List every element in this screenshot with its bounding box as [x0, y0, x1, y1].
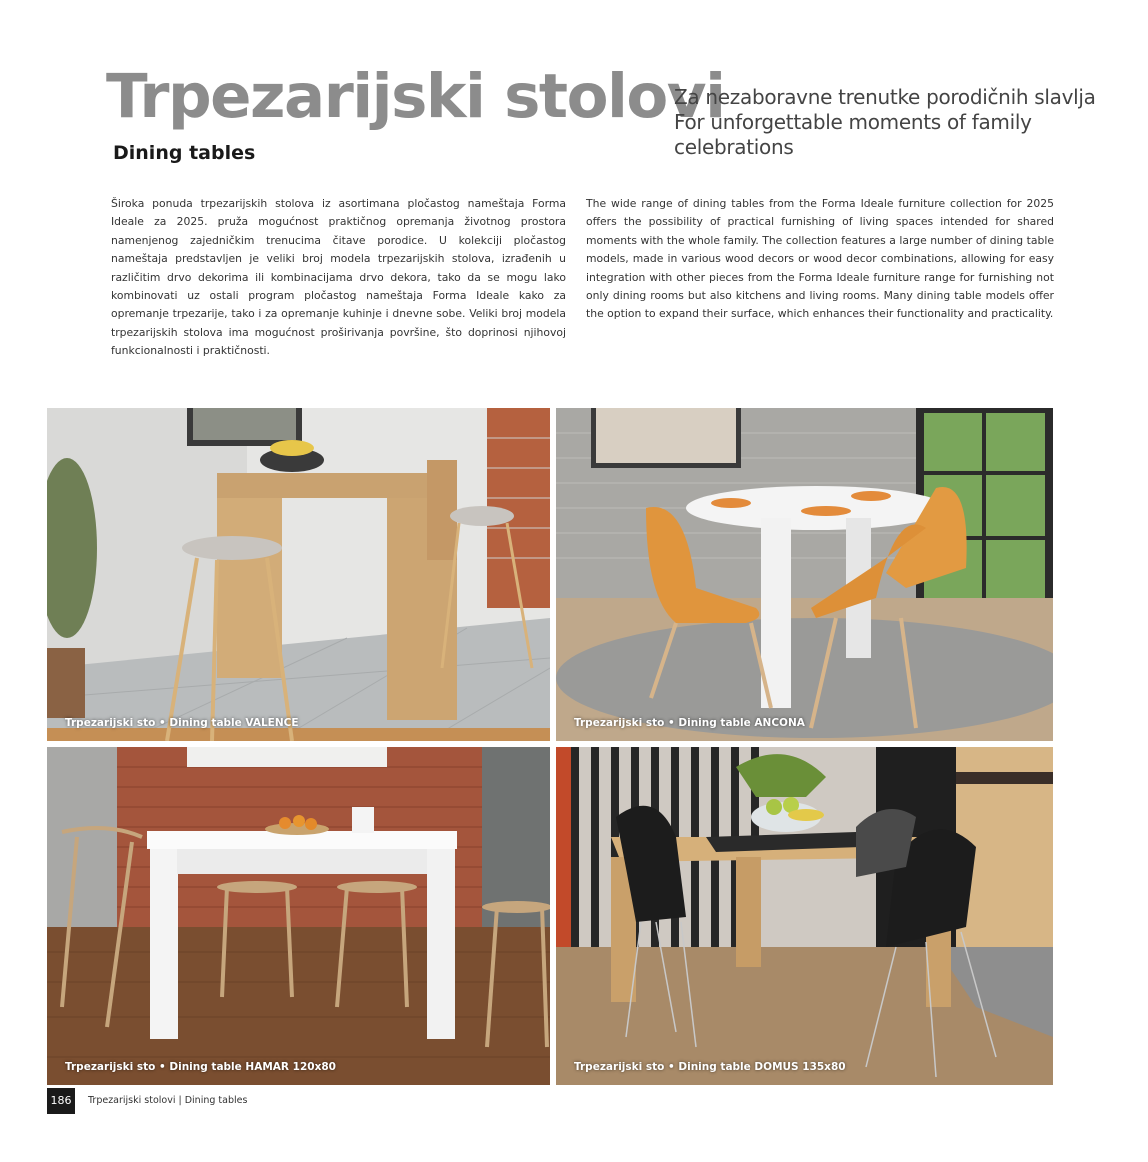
- photo-valence: [47, 408, 550, 741]
- tagline: [674, 85, 1096, 160]
- page-title: Trpezarijski stolovi: [106, 61, 725, 132]
- photo-caption: Trpezarijski sto • Dining table DOMUS 135x80: [574, 1061, 846, 1073]
- page-number: 186: [47, 1088, 75, 1114]
- photo-caption: Trpezarijski sto • Dining table HAMAR 120x80: [65, 1061, 336, 1073]
- hamar-scene: [47, 747, 550, 1085]
- footer-section-label: Trpezarijski stolovi | Dining tables: [88, 1095, 248, 1106]
- tagline-line: celebrations: [674, 135, 794, 159]
- valence-scene: [47, 408, 550, 741]
- intro-text-serbian: Široka ponuda trpezarijskih stolova iz asortimana pločastog nameštaja Forma Ideale za 2025. pruža mogućnost praktičnog opremanja životnog prostora namenjenog zajedničkim trenucima čitave porodice. U kolekciji pločastog nameštaja predstavljen je veliki broj modela trpezarijskih stolova, izrađenih u različitim drvo dekorima ili kombinacijama drvo dekora, tako da se mogu lako kombinovati uz ostali program pločastog nameštaja Forma Ideale kako za opremanje trpezarije, tako i za opremanje kuhinje i dnevne sobe. Veliki broj modela trpezarijskih stolova ima mogućnost proširivanja površine, što doprinosi njihovoj funkcionalnosti i praktičnosti.: [111, 197, 566, 358]
- page-subtitle: Dining tables: [113, 142, 256, 164]
- intro-text-english: The wide range of dining tables from the Forma Ideale furniture collection for 2025 offers the possibility of practical furnishing of living spaces intended for shared moments with the whole family. The collection features a large number of dining table models, made in various wood decors or wood decor combinations, allowing for easy integration with other pieces from the Forma Ideale furniture range for furnishing not only dining rooms but also kitchens and living rooms. Many dining table models offer the option to expand their surface, which enhances their functionality and practicality.: [586, 197, 1054, 321]
- tagline-line: For unforgettable moments of family: [674, 110, 1032, 134]
- domus-scene: [556, 747, 1053, 1085]
- photo-domus: [556, 747, 1053, 1085]
- photo-ancona: [556, 408, 1053, 741]
- photo-caption: Trpezarijski sto • Dining table ANCONA: [574, 717, 805, 729]
- photo-caption: Trpezarijski sto • Dining table VALENCE: [65, 717, 299, 729]
- ancona-scene: [556, 408, 1053, 741]
- photo-hamar: [47, 747, 550, 1085]
- tagline-line: Za nezaboravne trenutke porodičnih slavlja: [674, 85, 1096, 109]
